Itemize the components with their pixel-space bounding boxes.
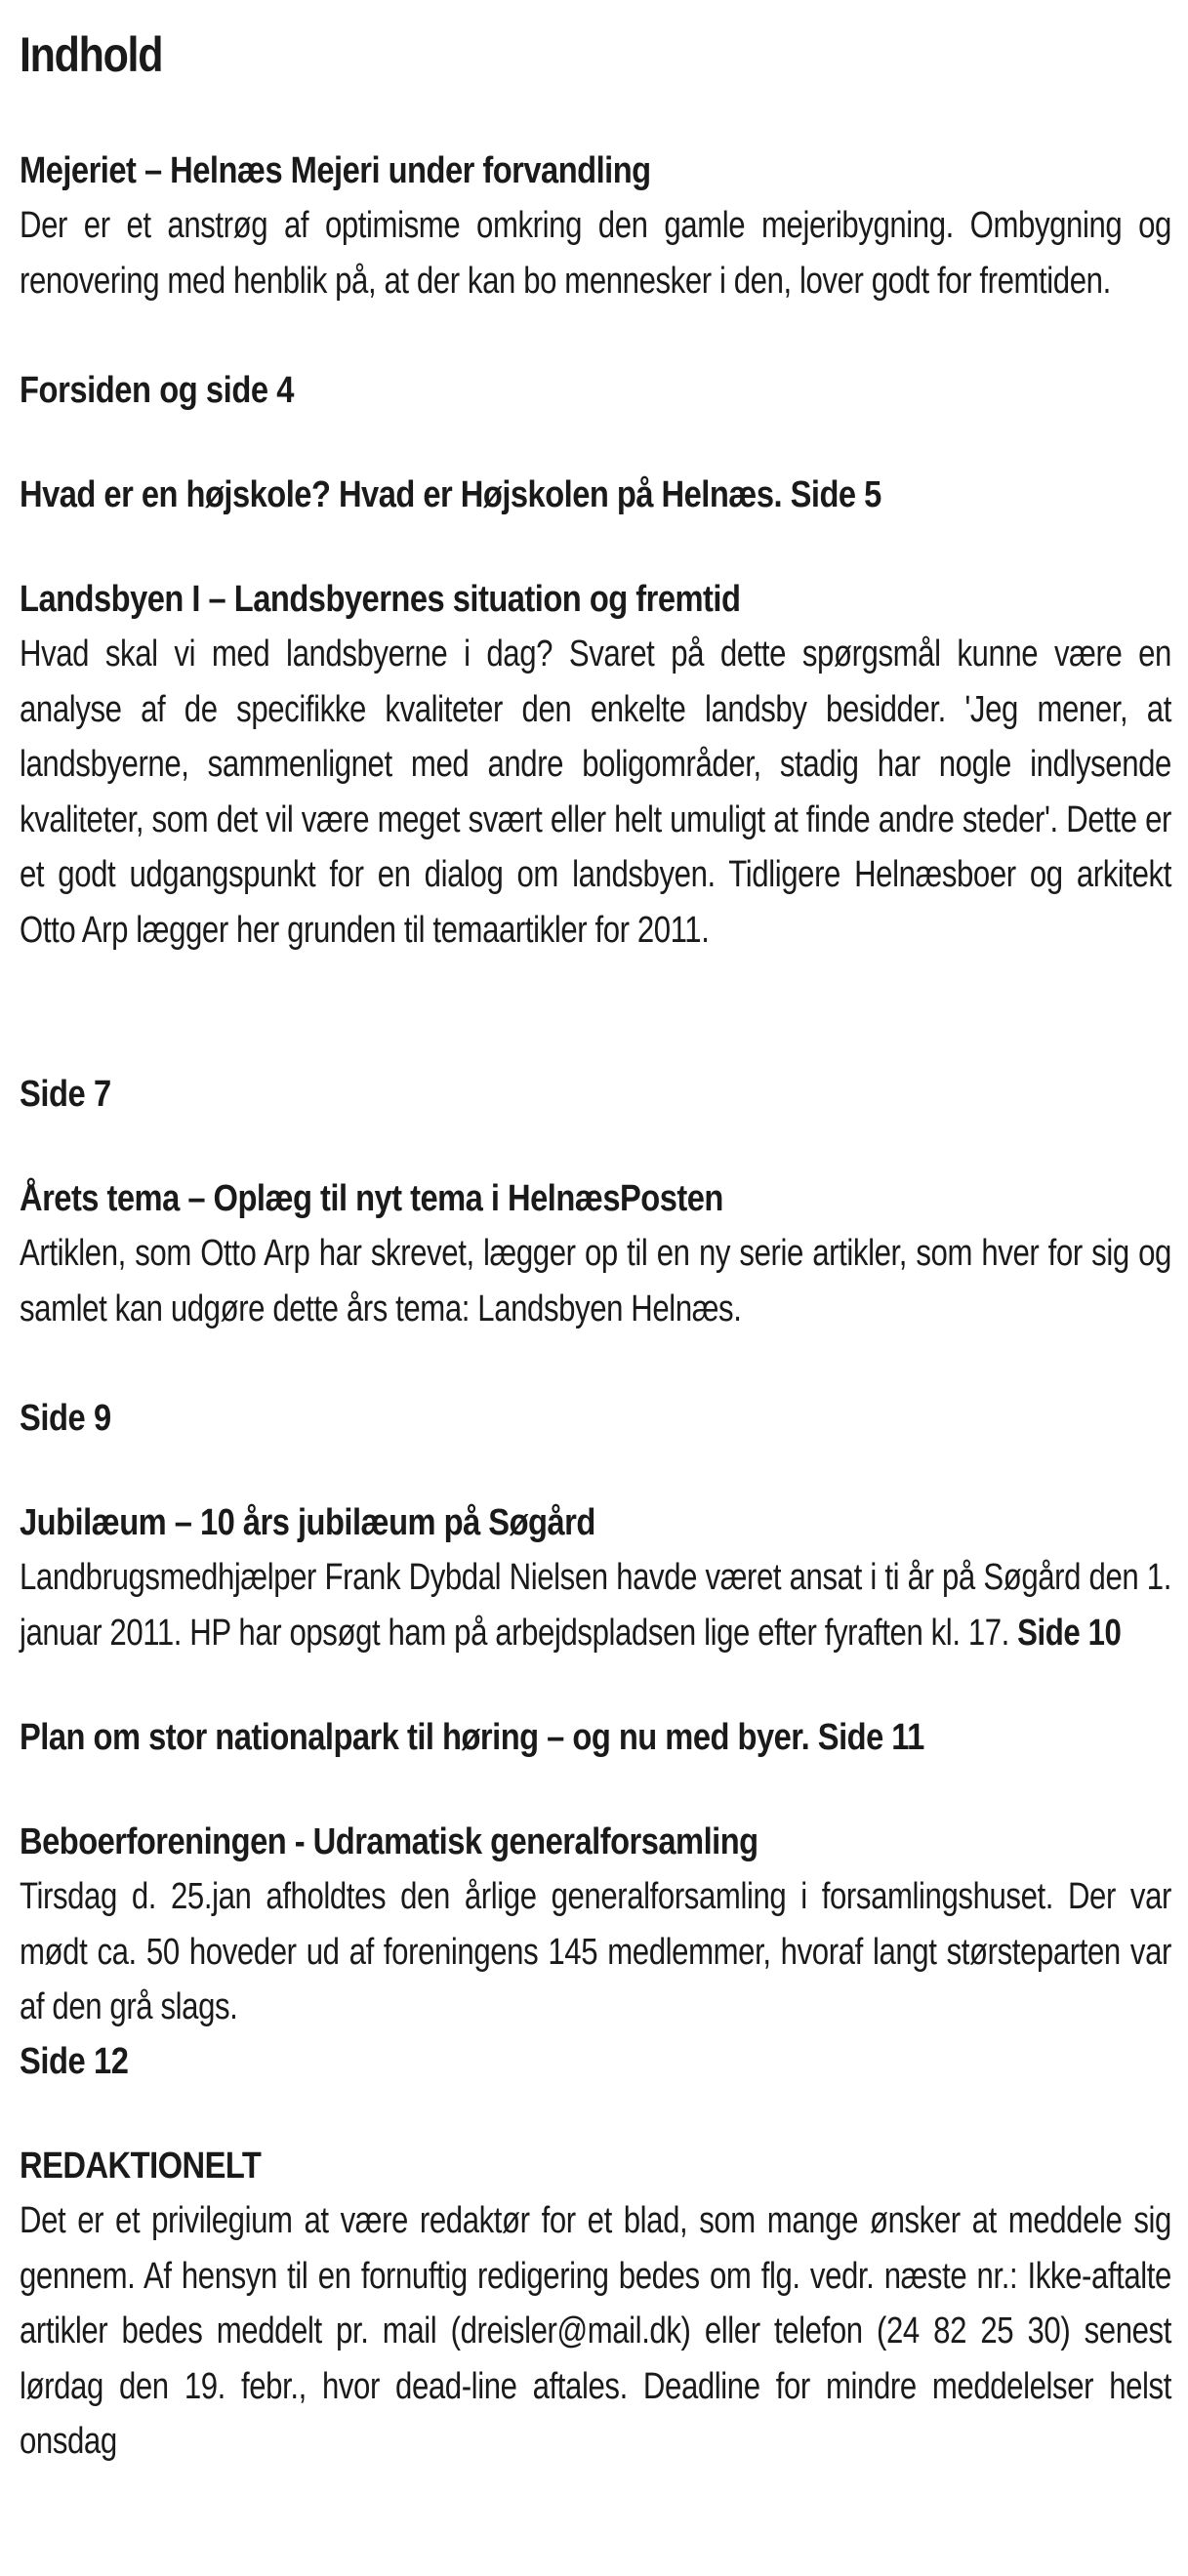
- section-redaktionelt: [20, 2140, 1171, 2525]
- section-nationalpark: [20, 1711, 1171, 1765]
- section-title: Plan om stor nationalpark til høring – og nu med byer. Side 11: [20, 1717, 924, 1758]
- section-page-ref: Forsiden og side 4: [20, 370, 294, 411]
- section-page-ref: Side 7: [20, 1074, 111, 1115]
- section-body-text: Landbrugsmedhjælper Frank Dybdal Nielsen havde været ansat i ti år på Søgård den 1. januar 2011. HP har opsøgt ham på arbejdspladsen lige efter fyraften kl. 17.: [20, 1557, 1171, 1654]
- page-title: Indhold: [20, 27, 163, 82]
- section-body: Det er et privilegium at være redaktør for et blad, som mange ønsker at meddele sig gennem. Af hensyn til en fornuftig redigering bedes om flg. vedr. næste nr.: Ikke-aftalte artikler bedes meddelt pr. mail (dreisler@mail.dk) eller telefon (24 82 25 30) senest lørdag den 19. febr., hvor dead-line aftales. Deadline for mindre meddelelser helst onsdag: [20, 2200, 1171, 2462]
- section-hoejskole: [20, 469, 1171, 522]
- section-beboerforeningen: [20, 1816, 1171, 2089]
- section-title: Mejeriet – Helnæs Mejeri under forvandling: [20, 150, 651, 191]
- section-title: Jubilæum – 10 års jubilæum på Søgård: [20, 1502, 595, 1543]
- section-title: Årets tema – Oplæg til nyt tema i HelnæsPosten: [20, 1178, 723, 1219]
- section-title: Beboerforeningen - Udramatisk generalforsamling: [20, 1821, 758, 1862]
- section-aarets-tema: [20, 1172, 1171, 1446]
- section-body: Der er et anstrøg af optimisme omkring den gamle mejeribygning. Ombygning og renovering med henblik på, at der kan bo mennesker i den, lover godt for fremtiden.: [20, 205, 1171, 302]
- section-page-ref: Side 12: [20, 2041, 129, 2082]
- section-page-ref: Side 9: [20, 1398, 111, 1439]
- section-landsbyen: [20, 573, 1171, 1122]
- section-body: Tirsdag d. 25.jan afholdtes den årlige generalforsamling i forsamlingshuset. Der var mødt ca. 50 hoveder ud af foreningens 145 medlemmer, hvoraf langt størsteparten var af den grå slags.: [20, 1876, 1171, 2027]
- section-title: REDAKTIONELT: [20, 2146, 262, 2187]
- section-title: Landsbyen I – Landsbyernes situation og fremtid: [20, 579, 741, 620]
- section-title: Hvad er en højskole? Hvad er Højskolen på Helnæs. Side 5: [20, 474, 881, 515]
- contents-page: [20, 25, 1171, 2576]
- section-mejeriet: [20, 144, 1171, 418]
- section-page-ref: Side 10: [1017, 1612, 1122, 1654]
- section-body: Artiklen, som Otto Arp har skrevet, lægger op til en ny serie artikler, som hver for sig og samlet kan udgøre dette års tema: Landsbyen Helnæs.: [20, 1233, 1171, 1329]
- section-body: Hvad skal vi med landsbyerne i dag? Svaret på dette spørgsmål kunne være en analyse af de specifikke kvaliteter den enkelte landsby besidder. 'Jeg mener, at landsbyerne, sammenlignet med andre boligområder, stadig har nogle indlysende kvaliteter, som det vil være meget svært eller helt umuligt at finde andre steder'. Dette er et godt udgangspunkt for en dialog om landsbyen. Tidligere Helnæsboer og arkitekt Otto Arp lægger her grunden til temaartikler for 2011.: [20, 634, 1171, 951]
- section-body: [20, 1550, 1171, 1660]
- section-jubilaeum: [20, 1496, 1171, 1660]
